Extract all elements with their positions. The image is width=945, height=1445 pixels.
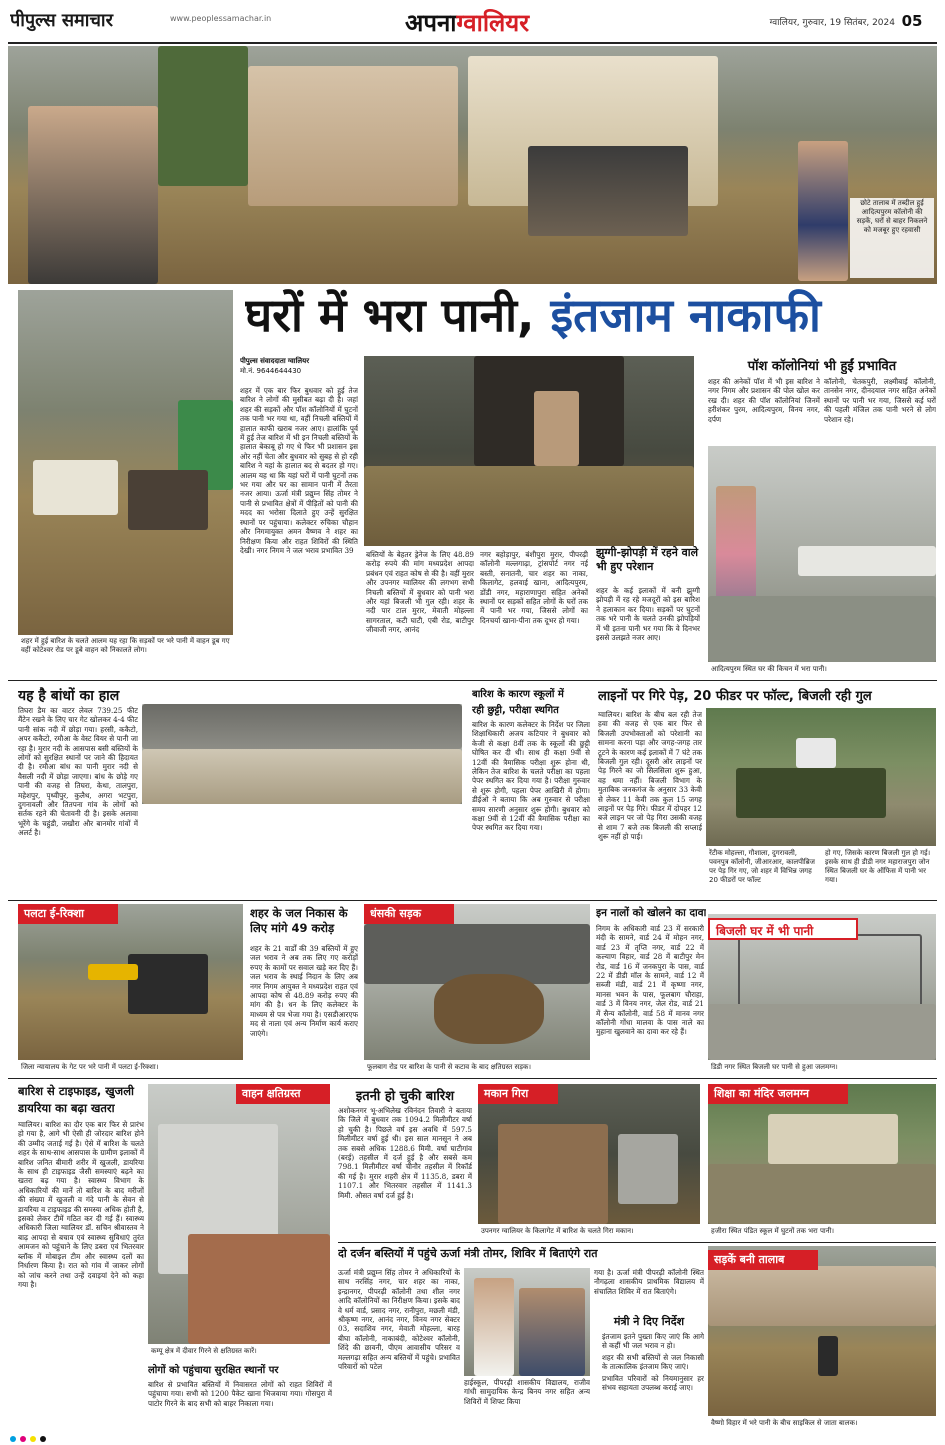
slum-water (364, 466, 694, 546)
house-collapse-caption: उपनगर ग्वालियर के किलागेट में बारिश के चलते गिरा मकान। (478, 1226, 700, 1238)
color-dot-yellow (30, 1436, 36, 1442)
power-house-caption: डिडी नगर स्थित बिजली घर पानी से हुआ जलमग्न। (708, 1062, 936, 1074)
section-name: ग्वालियर (456, 9, 530, 37)
main-story-col2: बस्तियों के बेहतर ड्रेनेज के लिए 48.89 करोड़ रुपये की मांग मध्यप्रदेश आपदा प्रबंधन एवं राहत कोष से की है। वहीं मुरार और उपनगर ग्वालियर की लगभग सभी निचली बस्तियों में बुधवार को पानी भरा और यहां बिजली भी गुल रही। शहर के नदी पार टाल मुरार, मेवाती मोहल्ला सागरताल, कटी घाटी, एबी रोड, बाटीपुर जीवाजी नगर, आनंद (366, 550, 474, 635)
masthead (0, 0, 945, 44)
dam-structure (142, 704, 462, 749)
school-water (708, 1164, 936, 1224)
schools-headline-1: बारिश के कारण स्कूलों में (472, 689, 564, 700)
trees-left (158, 46, 248, 186)
submerged-car (33, 460, 118, 515)
section-divider-4 (338, 1242, 936, 1243)
masthead-rule (8, 42, 937, 44)
substation-frame (738, 934, 922, 1008)
collapsed-house (498, 1124, 608, 1224)
minister-col3: गया है। ऊर्जा मंत्री पीपरढ़ी कॉलोनी स्थित नौगढ़ला शासकीय प्राथमिक विद्यालय में संचालित शिविर में रात बिताएंगे। (594, 1268, 704, 1296)
drainage-headline: शहर के जल निकास के लिए मांगे 49 करोड़ (250, 906, 348, 935)
byline-reporter: पीपुल्स संवाददाता (240, 357, 286, 365)
road-collapse-photo (364, 904, 590, 1060)
house-collapse-photo (478, 1084, 700, 1224)
main-headline (245, 282, 935, 352)
section-divider-2 (8, 900, 937, 901)
people-pushing (128, 470, 208, 530)
erickshaw-photo (18, 904, 243, 1060)
date-line: ग्वालियर, गुरुवार, 19 सितंबर, 2024 (769, 18, 895, 28)
posh-headline: पॉश कॉलोनियां भी हुईं प्रभावित (747, 359, 897, 374)
man-right (798, 141, 848, 281)
dam-water-flow (142, 749, 462, 804)
dam-gates-photo (142, 704, 462, 804)
dams-text: तिघरा डैम का वाटर लेवल 739.25 फीट मैंटेन रखने के लिए चार गेट खोलकर 4-4 फीट पानी सांक नदी में छोड़ा गया। हरसी, ककैटो, अपर ककैटो, रमौआ के वेस्ट वियर से पानी जा रहा है। मुरार नदी के आसपास बसी बस्तियों के लोगों को सुरक्षित स्थानों पर जाने की हिदायत दी है। रमौआ बांध का पानी मुरार नदी से वैसली नदी में छोड़ा जाएगा। बांध के छोड़े गए पानी की वजह से तिघरा, केथा, तालपुरा, महेशपुर, पृथ्वीपुर, कुलैथ, अगरा भटपुरा, दुगनावली और तितपना गांव के लोगों को सर्तक रहने की चेतावनी दी है। इसके अलावा भूरेंगे के चहुंडी, जखौरा और बानमोर गांवों में अलर्ट है। (18, 706, 138, 838)
people-center (528, 146, 688, 236)
section-title (405, 6, 605, 38)
temple-caption: हजीरा स्थित पंडित स्कूल में घुटनों तक भरा पानी। (708, 1226, 936, 1238)
top-photo-caption: छोटे तालाब में तब्दील हुई आदित्यपुरम कॉलोनी की सड़कें, घरों से बाहर निकलने को मजबूर हुए रहवासी (850, 198, 934, 278)
minister-photo-caption: हाईस्कूल, पीपरढ़ी शासकीय विद्यालय, राजीव गांधी सामुदायिक केन्द्र बिनय नगर सहित अन्य शिविरों में शिफ्ट किया (464, 1378, 590, 1406)
group-people (519, 1288, 585, 1376)
barricade (88, 964, 138, 980)
main-story-col1: शहर में एक बार फिर बुधवार को हुई तेज बारिश ने लोगों की मुसीबत बढ़ा दी है। जहां शहर की सड़कों और पॉश कॉलोनियों में घुटनों तक पानी भर गया था, वहीं निचली बस्तियों में हालात काफी खराब नजर आए। हालांकि पूर्व में हुई तेज बारिश में भी इन निचली बस्तियों के हालात बेकाबू हो गए थे फिर भी प्रशासन इस ओर नहीं चेता और बुधवार को सुबह से हो रही बारिश ने यहां के हालात बद से बदतर हो गए। आलम यह था कि यहां घरों में पानी घुटनों तक भर गया और घर का सामान पानी में तैरता नजर आया। ऊर्जा मंत्री प्रद्युम्न सिंह तोमर ने पानी से प्रभावित क्षेत्रों में पीड़ितों को पानी की मदद का भरोसा दिलाते हुए उन्हें सुरक्षित स्थानों पर पहुंचाया। कलेक्टर रुचिका चौहान और निगमायुक्त अमन वैष्णव ने शहर का निरीक्षण किया और राहत शिविरों की स्थिति देखी। नगर निगम ने जल भराव प्रभावित 39 (240, 386, 358, 555)
damaged-vehicles-caption: कम्पू क्षेत्र में दीवार गिरने से क्षतिग्रस्त कारें। (148, 1346, 330, 1358)
trees-headline: लाइनों पर गिरे पेड़, 20 फीडर पर फॉल्ट, बिजली रही गुल (598, 689, 872, 704)
directive-item: इंतजाम इतने पुख्ता किए जाएं कि आगे से कहीं भी जल भराव न हो। (602, 1332, 704, 1351)
directive-item: शहर की सभी बस्तियों से जल निकासी के तात्कालिक इंतजाम किए जाएं। (602, 1352, 704, 1372)
trees-caption-right: हो गए, जिसके कारण बिजली गुल हो गई। इसके साथ ही डीडी नगर महाराजपुरा जोन स्थित बिजली घर के ऑफिस में पानी भर गया। (822, 848, 936, 896)
posh-col1: शहर की अनेकों पॉश में भी इस बारिश ने नगर निगम और प्रशासन की पोल खोल कर रख दी। शहर की पॉश कॉलोनियां जिनमें हरीशंकर पुरम, आदित्यपुरम, विनय नगर, दर्पण (708, 377, 820, 424)
minister-photo (464, 1268, 590, 1376)
schools-headline-2: रही छुट्टी, परीक्षा स्थगित (472, 705, 559, 716)
dams-headline: यह है बांधों का हाल (18, 688, 120, 704)
slum-story: शहर के कई इलाकों में बनी झुग्गी झोपड़ी में रह रहे मजदूरों को इस बारिश ने हलाकान कर दिया। सड़कों पर घुटनों तक भरे पानी के चलते उनकी झोपड़ियों में भी इतना पानी भर गया कि वे दिनभर इससे उलझते नजर आए। (596, 586, 700, 643)
kitchen-water (708, 596, 936, 662)
color-dot-black (40, 1436, 46, 1442)
substation-water (708, 1004, 936, 1060)
people-left (28, 106, 158, 284)
section-prefix: अपना (405, 9, 457, 37)
school-building (768, 1114, 898, 1164)
erickshaw (128, 954, 208, 1014)
byline (240, 356, 358, 384)
typhoid-headline-1: बारिश से टाइफाइड, खुजली (18, 1084, 134, 1098)
school-flood-photo (708, 1084, 936, 1224)
minister-col1: ऊर्जा मंत्री प्रद्युम्न सिंह तोमर ने अधिकारियों के साथ नरसिंह नगर, चार शहर का नाका, इन्द्रानगर, पीपरढ़ी कॉलोनी तथा शील नगर आदि कॉलोनियों का निरीक्षण किया। इसके बाद वे धर्म वार्ड, प्रसाद नगर, रानीपुरा, मछली मंडी, श्रीकृष्ण नगर, आनंद नगर, विनय नगर सेक्टर 03, सदाशिव नगर, मेवाती मोहल्ला, बारह बीघा कॉलोनी, नाकाबंदी, कोटेश्वर कॉलोनी, शिंदे की छावनी, पीएम आवासीय परिसर व मल्लगढ़ा सहित अन्य बस्तियों में पहुंचे। प्रभावित परिवारों को पटेल (338, 1268, 460, 1372)
headline-part1: घरों में भरा पानी, (245, 288, 535, 342)
website: www.peoplessamachar.in (170, 14, 272, 23)
drainage-text: शहर के 21 वार्डों की 39 बस्तियों में हुए जल भराव ने अब तक लिए गए करोड़ों रुपए के कामों पर सवाल खड़े कर दिए हैं। जल भराव के स्थाई निदान के लिए अब नगर निगम आयुक्त ने मध्यप्रदेश राहत एवं आपदा कोष से 48.89 करोड़ रुपए की मांग की है। धन के लिए कलेक्टर के माध्यम से पत्र भेजा गया है। एसडीआरएफ मद से नाला एवं अन्य निर्माण कार्य कराए जाएंगे। (250, 944, 358, 1038)
trees-text: ग्वालियर। बारिश के बीच बल रही तेज हवा की वजह से एक बार फिर से बिजली उपभोक्ताओं को परेशानी का सामना करना पड़ा और जगह-जगह तार टूटने के कारण कई इलाकों में 7 घंटे तक बिजली गुल रही। दूसरी ओर लाइनों पर पेड़ गिरने का जो सिलसिला शुरू हुआ, वह थमा नहीं। बिजली विभाग के मुताबिक जनकगंज के अनुसार 33 केवी से लेकर 11 केवी तक कुल 15 जगह लाइनों पर पेड़ गिरे। फीडर में दोपहर 12 बजे लाइन पर जो पेड़ गिरा उसकी वजह से शाम 7 बजे तक बिजली की सप्लाई शुरू नहीं हो पाई। (598, 710, 702, 842)
safe-places-text: बारिश से प्रभावित बस्तियों में निवासरत लोगों को राहत शिविरों में पहुंचाया गया। सभी को 1200 पैकेट खाना भिजवाया गया। गोसपुरा में पाटोर गिरने के बाद सभी को बाहर निकाला गया। (148, 1380, 332, 1408)
top-flood-photo (8, 46, 937, 284)
kitchen-counter (798, 546, 936, 576)
brick-rubble (188, 1234, 330, 1344)
directive-item: प्रभावित परिवारों को नियमानुसार हर संभव सहायता उपलब्ध कराई जाए। (602, 1373, 704, 1393)
rainfall-headline: इतनी हो चुकी बारिश (355, 1089, 455, 1104)
temple-tag: शिक्षा का मंदिर जलमग्न (708, 1084, 848, 1104)
boy-cycle (818, 1336, 838, 1376)
trees-caption-left: रेंटीक मोहल्ला, गौशाला, दुगरावली, पवनपुत्र कॉलोनी, जीआरआर, कालपीब्रिज पर पेड़ गिर गए, जो शहर में विभिन्न जगह 20 फीडरों पर फॉल्ट (706, 848, 818, 896)
section-divider-1 (8, 680, 937, 681)
houses-row (708, 1266, 936, 1326)
paper-name: पीपुल्स समाचार (10, 10, 113, 31)
power-house-tag: बिजली घर में भी पानी (708, 918, 858, 940)
pond-road-photo (708, 1246, 936, 1416)
shutter (618, 1134, 678, 1204)
slum-photo (364, 356, 694, 546)
fallen-tree (736, 768, 886, 818)
road-collapse-tag: धंसकी सड़क (364, 904, 454, 924)
main-story-col3: नगर बहोड़ापुर, बंशीपुरा मुरार, पीपरढ़ी कॉलोनी मल्लगाढ़ा, ट्रांसपोर्ट नगर नई बस्ती, सनातनी, चार शहर का नाका, किलागेट, हलवाई खाना, आदित्यपुरम, डोंडी नगर, महाराणापुरा सहित अनेकों स्थानों पर सड़कों सहित लोगों के घरों तक में पानी भर गया, जिससे लोगों का दिनचर्या खाना-पीना तक दूभर हो गया। (480, 550, 588, 625)
posh-col2: कॉलोनी, चेतकपुरी, लक्ष्मीबाई कॉलोनी, तानसेन नगर, दीनदयाल नगर सहित अनेकों स्थानों पर पानी भर गया, जिससे कई घरों की पहली मंजिल तक पानी भरने से लोग परेशान रहे। (824, 377, 936, 424)
kitchen-photo-caption: आदित्यपुरम स्थित घर की किचन में भरा पानी। (708, 664, 936, 676)
slum-photo-headline: झुग्गी-झोपड़ी में रहने वाले भी हुए परेशान (596, 546, 706, 582)
drains-text: निगम के अधिकारी वार्ड 23 में सरकारी मंदी के सामने, वार्ड 24 में मोहन नगर, वार्ड 23 में तृप्ति नगर, वार्ड 22 में कल्याण विहार, वार्ड 28 में बाटीपुर मेन रोड, वार्ड 16 में जनकपुरा के पास, वार्ड 22 में डीडी मॉल के सामने, वार्ड 12 में सब्जी मंडी, वार्ड 21 में कृष्णा नगर, मानस भवन के पास, फूलबाग चौराहा, वार्ड 3 में विनय नगर, जेल रोड, वार्ड 21 में सैन्य कॉलोनी, वार्ड 58 में मानव नगर कॉलोनी गोंधा मालवा के पास नाले का मुहाना खुलवाने का दावा कर रहे हैं। (596, 924, 704, 1037)
headline-part2: इंतजाम नाकाफी (550, 288, 821, 342)
vehicle-flood-photo (18, 290, 233, 635)
left-photo-caption: शहर में हुई बारिश के चलते आलम यह रहा कि सड़कों पर भरे पानी में वाहन डूब गए वहीं कोटेश्वर रोड पर डूबे वाहन को निकालते लोग। (18, 636, 233, 658)
erickshaw-caption: जिला न्यायालय के गेट पर भरे पानी में पलटा ई-रिक्शा। (18, 1062, 243, 1074)
registration-marks (0, 1434, 945, 1444)
safe-places-headline: लोगों को पहुंचाया सुरक्षित स्थानों पर (148, 1365, 279, 1376)
schools-text: बारिश के कारण कलेक्टर के निर्देश पर जिला शिक्षाधिकारी अजय कटियार ने बुधवार को केजी से कक्षा 8वीं तक के स्कूलों की छुट्टी घोषित कर दी थी। साथ ही कक्षा 9वीं से 12वीं की त्रैमासिक परीक्षा शुरू होना थी, लेकिन तेज बारिश के चलते परीक्षा का पहला पेपर स्थगित कर दिया गया है। परीक्षा गुरुवार से शुरू होगी, पहला पेपर आखिरी में होगा। डीईओ ने बताया कि अब गुरुवार से परीक्षा समय सारणी अनुसार शुरू होगी। बुधवार को कक्षा 9वीं से 12वीं की त्रैमासिक परीक्षा का पेपर स्थगित कर दिया गया। (472, 720, 590, 833)
slum-people (534, 391, 579, 466)
minister-directives-title: मंत्री ने दिए निर्देश (613, 1315, 685, 1328)
typhoid-text: ग्वालियर। बारिश का दौर एक बार फिर से प्रारंभ हो गया है, आगे भी ऐसी ही जोरदार बारिश होने की उम्मीद जताई गई है। ऐसे में बारिश के चलते शहर के साथ-साथ आसपास के ग्रामीण इलाकों में बारिश जनित बीमारी शरीर में खुजली, डायरिया के साथ ही टाइफाइड जैसी समस्याएं बढ़ने का खतरा बढ़ गया है। स्वास्थ्य विभाग के अधिकारियों की मानें तो बारिश के बाद मरीजों की संख्या में खुजली व गंदे पानी के सेवन से डायरिया व टाइफाइड की समस्या अधिक होती है, इसको लेकर टीमें गठित कर दी गई हैं। स्वास्थ्य अधिकारी जिला ग्वालियर डॉ. सचिन श्रीवास्तव ने बाढ़ आपदा से बचाव एवं स्वास्थ्य सुविधाएं तुरंत आमजन को पहुंचाने के लिए डबरा एवं भितरवार ब्लॉक में मोबाइल टीम और स्वास्थ्य दलों का निर्धारण किया है। रात को गांव में जाकर लोगों को जांच करने तथा उन्हें दवाइयां देने को कहा गया है। (18, 1120, 144, 1289)
typhoid-headline-2: डायरिया का बढ़ा खतरा (18, 1101, 115, 1115)
erickshaw-tag: पलटा ई-रिक्शा (18, 904, 118, 924)
rainfall-text: अशोकनगर भू-अभिलेख रविनंदन तिवारी ने बताया कि जिले में बुधवार तक 1094.2 मिलीमीटर वर्षा हो चुकी है। पिछले वर्ष इस अवधि में 597.5 मिलीमीटर वर्षा हुई थी। इस साल मानसून ने अब तक सबसे अधिक 1288.6 मिमी. वर्षा घाटीगांव (बरई) तहसील में दर्ज हुई है और सबसे कम 798.1 मिलीमीटर वर्षा चीनौर तहसील में रिकॉर्ड की गई है। मुरार शहरी क्षेत्र में 1135.8, डबरा में 1107.1 और भितरवार तहसील में 1141.3 मिमी. औसत वर्षा दर्ज हुई है। (338, 1106, 472, 1200)
minister-headline: दो दर्जन बस्तियों में पहुंचे ऊर्जा मंत्री तोमर, शिविर में बिताएंगे रात (338, 1247, 598, 1260)
damaged-vehicles-tag: वाहन क्षतिग्रस्त (236, 1084, 330, 1104)
road-pit (434, 974, 544, 1044)
fallen-tree-photo (706, 708, 936, 846)
road-collapse-caption: फूलबाग रोड पर बारिश के पानी से कटाव के बाद क्षतिग्रस्त सड़क। (364, 1062, 590, 1074)
section-divider-3 (8, 1078, 937, 1079)
house-collapse-tag: मकान गिरा (478, 1084, 558, 1104)
page-number: 05 (901, 12, 923, 30)
drains-headline: इन नालों को खोलने का दावा (596, 907, 706, 919)
signboard (796, 738, 836, 768)
minister-directives (594, 1332, 704, 1426)
color-dot-cyan (10, 1436, 16, 1442)
byline-mobile: मो.नं. 9644644430 (240, 367, 302, 375)
kitchen-flood-photo (708, 446, 936, 662)
damaged-vehicles-photo (148, 1084, 330, 1344)
pond-road-caption: वैष्णो विहार में भरे पानी के बीच साइकिल से जाता बालक। (708, 1418, 936, 1430)
color-dot-magenta (20, 1436, 26, 1442)
pond-road-tag: सड़कें बनी तालाब (708, 1250, 818, 1270)
minister-figure (474, 1278, 514, 1376)
byline-city: ग्वालियर (287, 357, 310, 365)
house-building (248, 66, 458, 206)
